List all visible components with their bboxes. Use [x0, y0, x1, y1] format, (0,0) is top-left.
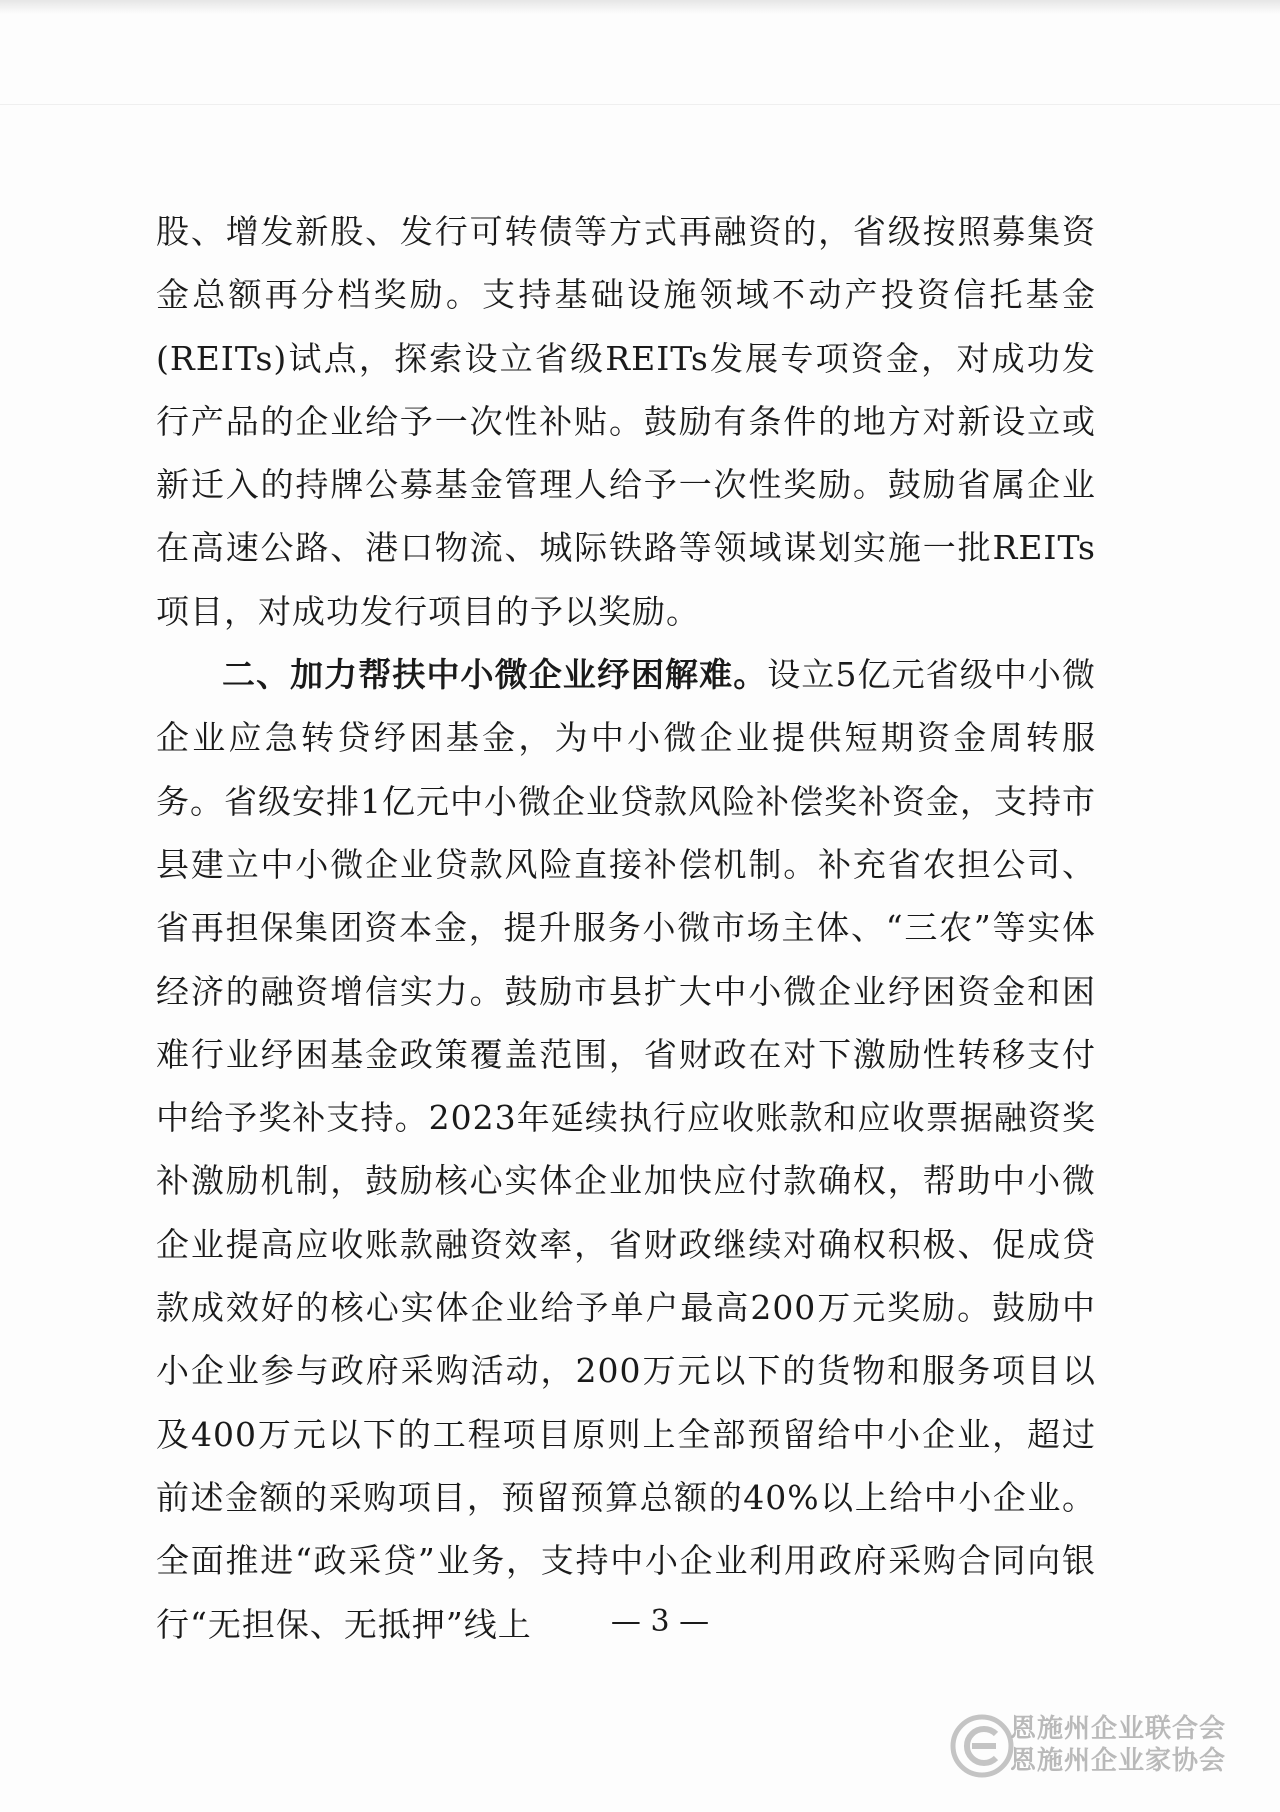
- watermark-org-name-1: 恩施州企业联合会: [1010, 1714, 1227, 1744]
- section-heading: 二、加力帮扶中小微企业纾困解难。: [222, 655, 768, 695]
- paragraph-text: 设立5亿元省级中小微企业应急转贷纾困基金，为中小微企业提供短期资金周转服务。省级安排1亿元中小微企业贷款风险补偿奖补资金，支持市县建立中小微企业贷款风险直接补偿机制。补充省农担公司、省再担保集团资本金，提升服务小微市场主体、“三农”等实体经济的融资增信实力。鼓励市县扩大中小微企业纾困资金和困难行业纾困基金政策覆盖范围，省财政在对下激励性转移支付中给予奖补支持。2023年延续执行应收账款和应收票据融资奖补激励机制，鼓励核心实体企业加快应付款确权，帮助中小微企业提高应收账款融资效率，省财政继续对确权积极、促成贷款成效好的核心实体企业给予单户最高200万元奖励。鼓励中小企业参与政府采购活动，200万元以下的货物和服务项目以及400万元以下的工程项目原则上全部预留给中小企业，超过前述金额的采购项目，预留预算总额的40%以上给中小企业。全面推进“政采贷”业务，支持中小企业利用政府采购合同向银行“无担保、无抵押”线上: [156, 655, 1096, 1644]
- watermark-org-name-2: 恩施州企业家协会: [1010, 1746, 1227, 1776]
- organization-logo-icon: [948, 1712, 1016, 1780]
- page-number: — 3 —: [610, 1604, 710, 1639]
- watermark: [948, 1706, 1248, 1786]
- scan-divider: [0, 104, 1280, 105]
- paragraph-text: 股、增发新股、发行可转债等方式再融资的，省级按照募集资金总额再分档奖励。支持基础设施领域不动产投资信托基金(REITs)试点，探索设立省级REITs发展专项资金，对成功发行产品的企业给予一次性补贴。鼓励有条件的地方对新设立或新迁入的持牌公募基金管理人给予一次性奖励。鼓励省属企业在高速公路、港口物流、城际铁路等领域谋划实施一批REITs项目，对成功发行项目的予以奖励。: [156, 212, 1096, 631]
- document-body: [156, 200, 1096, 1656]
- paragraph-continuation: [156, 200, 1096, 643]
- paragraph-section-two: [156, 643, 1096, 1656]
- scan-top-edge: [0, 0, 1280, 14]
